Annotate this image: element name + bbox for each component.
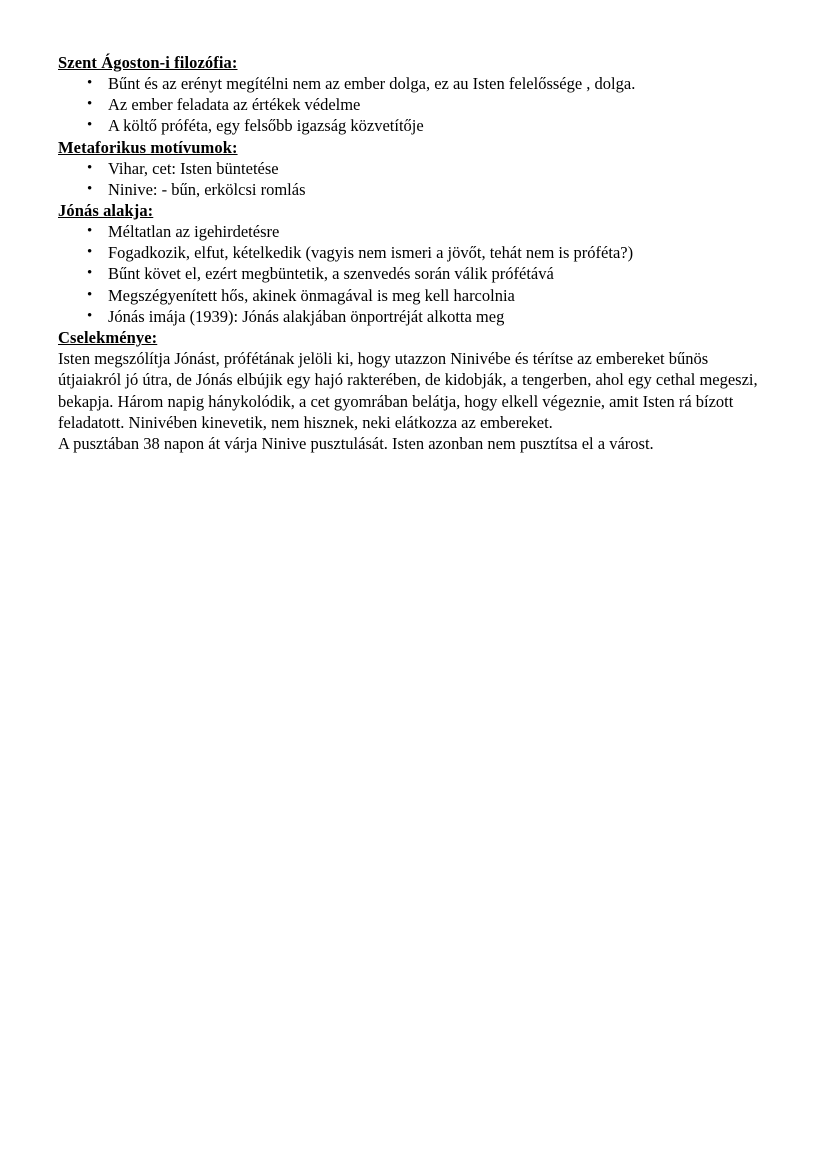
- section-heading-cselekmenye: Cselekménye:: [58, 328, 158, 348]
- list-item: [58, 285, 772, 306]
- paragraph-line: A pusztában 38 napon át várja Ninive pusztulását. Isten azonban nem pusztítsa el a várost.: [58, 434, 654, 454]
- bullet-icon: •: [87, 265, 93, 282]
- list-item-text: Megszégyenített hős, akinek önmagával is meg kell harcolnia: [108, 285, 515, 305]
- list-item-text: Fogadkozik, elfut, kételkedik (vagyis nem ismeri a jövőt, tehát nem is próféta?): [108, 243, 634, 263]
- bullet-icon: •: [87, 75, 93, 91]
- list-item-text: Ninive: - bűn, erkölcsi romlás: [108, 179, 306, 199]
- section-heading-szent-agoston: Szent Ágoston-i filozófia:: [58, 53, 238, 72]
- bullet-list-szent-agoston: [58, 73, 772, 137]
- bullet-icon: •: [87, 223, 93, 240]
- paragraph-cselekmenye: [58, 348, 772, 454]
- bullet-list-jonas-alakja: [58, 221, 772, 327]
- document-body: [58, 52, 772, 455]
- list-item: [58, 306, 772, 327]
- bullet-icon: •: [87, 159, 93, 176]
- list-item: [58, 158, 772, 179]
- list-item: [58, 73, 772, 94]
- list-item-text: Vihar, cet: Isten büntetése: [108, 158, 279, 178]
- bullet-icon: •: [87, 307, 93, 324]
- section-heading-metaforikus-motivumok: Metaforikus motívumok:: [58, 137, 238, 157]
- list-item-text: Bűnt és az erényt megítélni nem az ember dolga, ez au Isten felelőssége , dolga.: [108, 74, 636, 93]
- list-item-text: Jónás imája (1939): Jónás alakjában önportréját alkotta meg: [108, 306, 505, 326]
- list-item: [58, 94, 772, 115]
- list-item-text: Az ember feladata az értékek védelme: [108, 95, 361, 115]
- list-item: [58, 179, 772, 200]
- bullet-list-metaforikus-motivumok: [58, 158, 772, 200]
- paragraph-line: Isten megszólítja Jónást, prófétának jelöli ki, hogy utazzon Ninivébe és térítse az embereket bűnös: [58, 349, 709, 369]
- bullet-icon: •: [87, 286, 93, 303]
- paragraph-line: feladatott. Ninivében kinevetik, nem hisznek, neki elátkozza az embereket.: [58, 412, 553, 432]
- list-item-text: Bűnt követ el, ezért megbüntetik, a szenvedés során válik prófétává: [108, 264, 554, 284]
- bullet-icon: •: [87, 244, 93, 261]
- list-item: [58, 221, 772, 242]
- bullet-icon: •: [87, 96, 93, 113]
- list-item: [58, 115, 772, 136]
- list-item: [58, 242, 772, 263]
- list-item-text: A költő próféta, egy felsőbb igazság közvetítője: [108, 116, 424, 136]
- paragraph-line: bekapja. Három napig hánykolódik, a cet gyomrában belátja, hogy elkell végeznie, amit Isten rá bízott: [58, 391, 734, 411]
- bullet-icon: •: [87, 180, 93, 197]
- bullet-icon: •: [87, 117, 93, 134]
- list-item: [58, 263, 772, 284]
- section-heading-jonas-alakja: Jónás alakja:: [58, 201, 154, 221]
- paragraph-text: [58, 348, 772, 454]
- paragraph-line: útjaiakról jó útra, de Jónás elbújik egy hajó rakterében, de kidobják, a tengerben, ahol egy cethal megeszi,: [58, 370, 758, 390]
- list-item-text: Méltatlan az igehirdetésre: [108, 222, 280, 242]
